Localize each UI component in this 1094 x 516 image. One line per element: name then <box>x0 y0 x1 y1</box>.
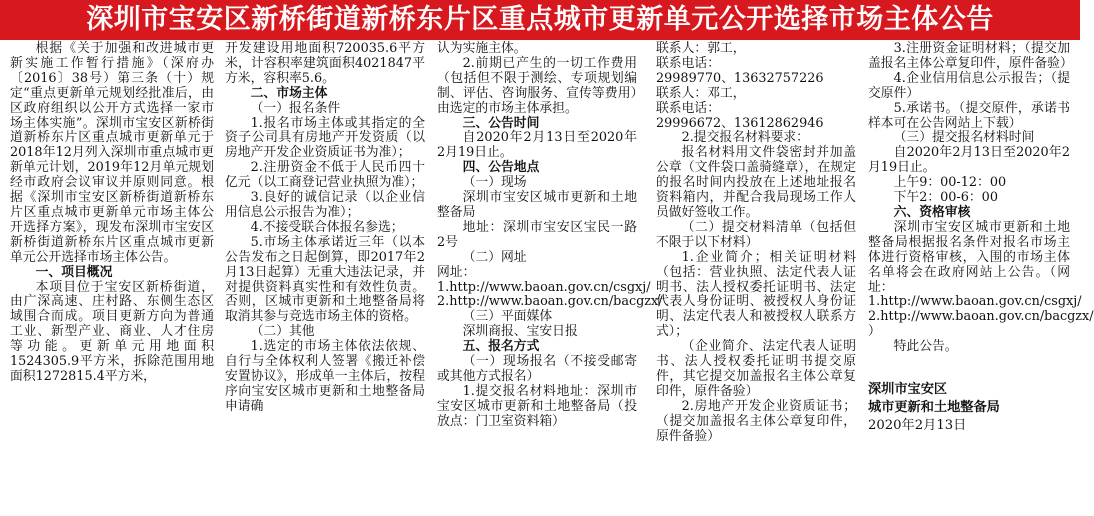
registration-address: 1.提交报名材料地址：深圳市宝安区城市更新和土地整备局（投放点：门卫室资料箱） <box>437 383 637 429</box>
notice-title: 深圳市宝安区新桥街道新桥东片区重点城市更新单元公开选择市场主体公告 <box>0 0 1080 40</box>
condition-item: 3.良好的诚信记录（以企业信用信息公示报告为准）； <box>225 190 425 220</box>
condition-item: 1.报名市场主体或其指定的全资子公司具有房地产开发资质（以房地产开发企业资质证书为准）； <box>225 115 425 161</box>
section-heading-registration: 五、报名方式 <box>462 339 540 355</box>
website-link[interactable]: 2.http://www.baoan.gov.cn/bacgzx/ ） <box>868 309 1094 340</box>
section-heading-notice-place: 四、公告地点 <box>462 160 540 176</box>
contact-phone: 29996672、13612862946 <box>656 115 824 131</box>
section-heading-notice-time: 三、公告时间 <box>462 115 540 131</box>
material-item: 5.承诺书。（提交原件，承诺书样本可在公告网站上下载） <box>868 100 1070 131</box>
section-heading-project: 一、项目概况 <box>35 264 113 280</box>
onsite-address: 地址：深圳市宝安区宝民一路2号 <box>437 219 637 250</box>
condition-item: 2.注册资金不低于人民币四十亿元（以工商登记营业执照为准）； <box>225 160 425 191</box>
website-link[interactable]: 1.http://www.baoan.gov.cn/csgxj/ <box>437 279 651 295</box>
contact-phone-label: 联系电话： <box>656 55 720 71</box>
contact-name: 联系人：郭工， <box>656 41 746 56</box>
signoff-org-line-1: 深圳市宝安区 <box>868 382 948 398</box>
other-item: 2.前期已产生的一切工作费用（包括但不限于测绘、专项规划编制、评估、咨询服务、宣传等费用）由选定的市场主体承担。 <box>437 55 637 116</box>
signoff-date: 2020年2月13日 <box>868 418 967 434</box>
website-link[interactable]: 1.http://www.baoan.gov.cn/csgxj/ <box>868 294 1082 310</box>
other-item: 1.选定的市场主体依法依规、自行与全体权利人签署《搬迁补偿安置协议》，形成单一主体后，按程序向宝安区城市更新和土地整备局申请确 <box>225 339 425 414</box>
section-heading-market-entity: 二、市场主体 <box>250 85 328 101</box>
material-note: （企业简介、法定代表人证明书、法人授权委托证明书提交原件，其它提交加盖报名主体公章复印件，原件备验） <box>656 339 856 399</box>
intro-paragraph: 根据《关于加强和改进城市更新实施工作暂行措施》（深府办〔2016〕38号）第三条（十）规定“重点更新单元规划经批准后，由区政府组织以公开方式选择一家市场主体实施”。深圳市宝安区新桥街道新桥东片区重点城市更新单元于2018年12月列入深圳市重点城市更新单元计划，2019年12月单元规划经市政府会议审议并原则同意。根据《深圳市宝安区新桥街道新桥东片区重点城市更新单元市场主体公开选择方案》，现发布深圳市宝安区新桥街道新桥东片区重点城市更新单元公开选择市场主体公告。 <box>10 41 214 265</box>
subheading-website: （二）网址 <box>462 249 527 265</box>
column-4 <box>656 42 856 516</box>
qualification-text: 深圳市宝安区城市更新和土地整备局根据报名条件对报名市场主体进行资格审核，入围的市场主体名单将会在政府网站上公告。（网址： <box>868 219 1070 295</box>
subheading-onsite-registration: （一）现场报名（不接受邮寄或其他方式报名） <box>437 354 637 384</box>
submission-time-text: 自2020年2月13日至2020年2月19日止。 <box>868 145 1070 176</box>
notice-time-text: 自2020年2月13日至2020年2月19日止。 <box>437 130 637 161</box>
material-item: 4.企业信用信息公示报告；（提交原件） <box>868 70 1070 101</box>
section-heading-qualification: 六、资格审核 <box>893 204 971 220</box>
onsite-org: 深圳市宝安区城市更新和土地整备局 <box>437 190 637 220</box>
material-requirements-text: 报名材料用文件袋密封并加盖公章（文件袋口盖骑缝章），在规定的报名时间内投放在上述地址报名资料箱内，并配合我局现场工作人员做好签收工作。 <box>656 145 856 220</box>
condition-item: 4.不接受联合体报名参选； <box>250 219 404 235</box>
contact-phone: 29989770、13632757226 <box>656 70 824 86</box>
material-item: 3.注册资金证明材料；（提交加盖报名主体公章复印件，原件备验） <box>868 41 1073 71</box>
subheading-material-list: （二）提交材料清单（包括但不限于以下材料） <box>656 219 856 250</box>
morning-hours: 上午9：00-12：00 <box>893 175 1007 191</box>
website-label: 网址： <box>437 264 476 280</box>
column-3 <box>437 41 663 516</box>
subheading-other: （二）其他 <box>250 324 315 340</box>
contact-name: 联系人：邓工， <box>656 85 746 101</box>
notice-body <box>0 41 1094 516</box>
subheading-onsite: （一）现场 <box>462 175 527 191</box>
column-1 <box>10 42 214 516</box>
condition-item: 5.市场主体承诺近三年（以本公告发布之日起倒算，即2017年2月13日起算）无重大违法记录，并对提供资料真实性和有效性负责。否则，区城市更新和土地整备局将取消其参与竞选市场主体的资格。 <box>225 234 425 325</box>
subheading-submission-time: （三）提交报名材料时间 <box>893 130 1035 146</box>
material-item: 1.企业简介；相关证明材料（包括：营业执照、法定代表人证明书、法人授权委托证明书、法定代表人身份证明、被授权人身份证明、法定代表人和被授权人联系方式）； <box>656 249 856 340</box>
material-item: 2.房地产开发企业资质证书；（提交加盖报名主体公章复印件，原件备验） <box>656 398 856 444</box>
closing-remark: 特此公告。 <box>893 339 958 355</box>
paragraph: 认为实施主体。 <box>437 41 527 56</box>
subheading-conditions: （一）报名条件 <box>250 100 341 116</box>
column-5 <box>868 41 1094 516</box>
contact-phone-label: 联系电话： <box>656 100 720 116</box>
project-overview-paragraph: 本项目位于宝安区新桥街道，由广深高速、庄村路、东侧生态区域围合而成。项目更新方向为普通工业、新型产业、商业、人才住房等功能。更新单元用地面积1524305.9平方米，拆除范围用地面积1272815.4平方米， <box>10 279 214 384</box>
website-link[interactable]: 2.http://www.baoan.gov.cn/bacgzx/ <box>437 294 663 310</box>
signoff-org-line-2: 城市更新和土地整备局 <box>868 400 1000 416</box>
subheading-print-media: （三）平面媒体 <box>462 309 553 325</box>
afternoon-hours: 下午2：00-6：00 <box>893 190 998 206</box>
paragraph: 开发建设用地面积720035.6平方米，计容积率建筑面积4021847平方米，容积率5.6。 <box>225 41 425 86</box>
column-2 <box>225 42 425 516</box>
material-requirements-heading: 2.提交报名材料要求： <box>681 130 809 146</box>
spacer <box>868 355 1070 381</box>
print-media-text: 深圳商报、宝安日报 <box>462 324 578 340</box>
